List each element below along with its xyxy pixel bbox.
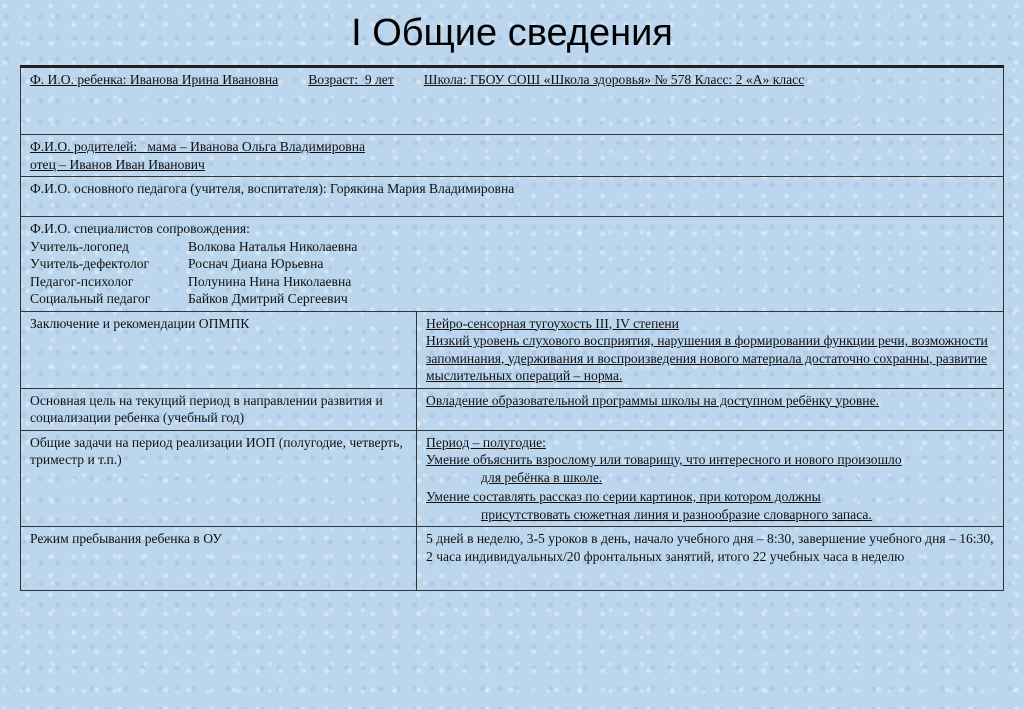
specialist-name: Роснач Диана Юрьевна <box>188 256 324 271</box>
mother-name: мама – Иванова Ольга Владимировна <box>147 139 366 154</box>
specialists-label: Ф.И.О. специалистов сопровождения: <box>30 221 250 236</box>
parents-label: Ф.И.О. родителей: <box>30 139 138 154</box>
task-2-line-2: присутствовать сюжетная линия и разнообразие словарного запаса. <box>481 506 872 522</box>
goal-value: Овладение образовательной программы школы на доступном ребёнку уровне. <box>417 388 1004 430</box>
specialist-role: Социальный педагог <box>30 291 151 306</box>
goal-label: Основная цель на текущий период в направлении развития и социализации ребенка (учебный год) <box>21 388 417 430</box>
mode-row <box>21 527 1004 591</box>
tasks-label: Общие задачи на период реализации ИОП (полугодие, четверть, триместр и т.п.) <box>21 430 417 527</box>
specialist-role: Педагог-психолог <box>30 273 134 289</box>
teacher-row <box>21 177 1004 217</box>
child-info <box>30 72 804 87</box>
conclusion-line-1: Нейро-сенсорная тугоухость III, IV степени <box>426 315 679 331</box>
father-name: отец – Иванов Иван Иванович <box>30 156 205 172</box>
specialist-role: Учитель-логопед <box>30 238 129 254</box>
tasks-period: Период – полугодие: <box>426 434 546 450</box>
info-table <box>20 65 1004 591</box>
specialist-name: Волкова Наталья Николаевна <box>188 238 358 254</box>
specialist-item <box>30 238 994 256</box>
class-value: 2 «А» класс <box>735 72 805 87</box>
goal-row <box>21 388 1004 430</box>
parents-row <box>21 135 1004 177</box>
specialists-row <box>21 217 1004 312</box>
conclusion-line-2: Низкий уровень слухового восприятия, нарушения в формировании функции речи, возможности запоминания, удерживания и воспроизведения нового материала достаточно сохранны, развитие мыслительных операций – норма. <box>426 333 988 383</box>
mode-value: 5 дней в неделю, 3-5 уроков в день, начало учебного дня – 8:30, завершение учебного дня – 16:30, 2 часа индивидуальных/20 фронтальных занятий, итого 22 учебных часа в неделю <box>417 527 1004 591</box>
parents-line-1 <box>30 138 994 156</box>
specialist-item <box>30 255 994 273</box>
conclusion-row <box>21 311 1004 388</box>
teacher-info: Ф.И.О. основного педагога (учителя, воспитателя): Горякина Мария Владимировна <box>21 177 1004 217</box>
specialist-name: Полунина Нина Николаевна <box>188 273 352 289</box>
child-name: Иванова Ирина Ивановна <box>129 72 279 87</box>
tasks-row <box>21 430 1004 527</box>
mode-label: Режим пребывания ребенка в ОУ <box>21 527 417 591</box>
age-label: Возраст: <box>308 72 359 87</box>
task-2-line-1: Умение составлять рассказ по серии картинок, при котором должны <box>426 489 821 504</box>
child-age: 9 лет <box>364 72 394 87</box>
specialist-role: Учитель-дефектолог <box>30 256 150 271</box>
conclusion-label: Заключение и рекомендации ОПМПК <box>21 311 417 388</box>
specialist-name: Байков Дмитрий Сергеевич <box>188 291 348 306</box>
page-title: I Общие сведения <box>351 12 673 54</box>
school-label: Школа: <box>423 72 467 87</box>
task-1-line-1: Умение объяснить взрослому или товарищу, что интересного и нового произошло <box>426 452 902 467</box>
child-row <box>21 67 1004 135</box>
specialist-item <box>30 273 994 291</box>
child-label: Ф. И.О. ребенка: <box>30 72 127 87</box>
school-name: ГБОУ СОШ «Школа здоровья» № 578 <box>470 72 692 87</box>
class-label: Класс: <box>694 72 733 87</box>
task-1-line-2: для ребёнка в школе. <box>481 469 603 485</box>
specialist-item <box>30 290 994 308</box>
